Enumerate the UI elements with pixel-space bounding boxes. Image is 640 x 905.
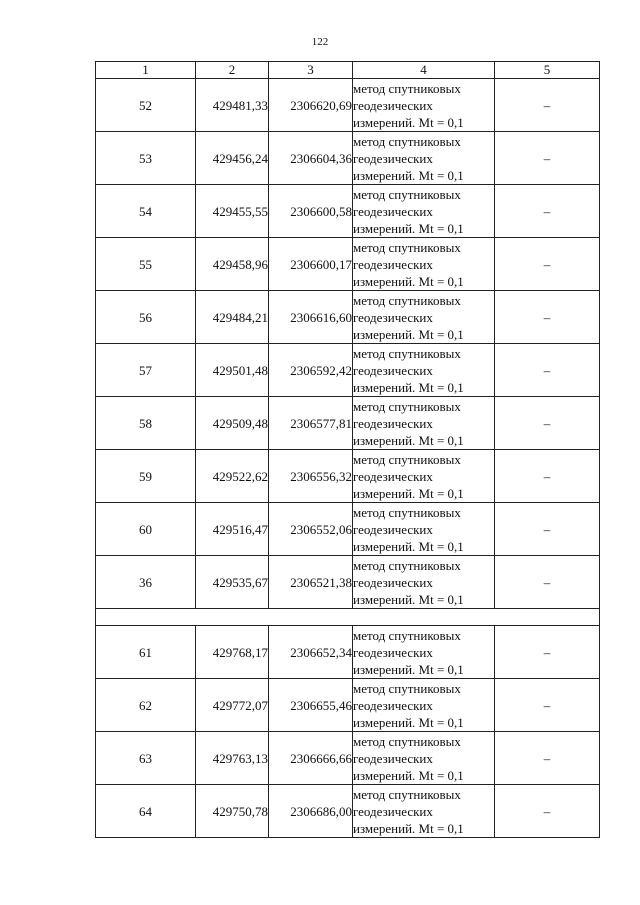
- y-coordinate-cell: 2306616,60: [269, 291, 353, 344]
- method-line: измерений. Mt = 0,1: [353, 273, 464, 289]
- table-row: [96, 785, 600, 838]
- method-line: геодезических: [353, 468, 433, 484]
- method-line: геодезических: [353, 574, 433, 590]
- x-coordinate-cell: 429772,07: [196, 679, 269, 732]
- method-line: геодезических: [353, 203, 433, 219]
- column-5-cell: –: [495, 344, 600, 397]
- method-line: измерений. Mt = 0,1: [353, 379, 464, 395]
- column-header-1: 1: [96, 62, 196, 79]
- method-cell: [353, 238, 495, 291]
- column-5-cell: –: [495, 397, 600, 450]
- y-coordinate-cell: 2306577,81: [269, 397, 353, 450]
- method-line: измерений. Mt = 0,1: [353, 485, 464, 501]
- page-number: 122: [311, 36, 329, 48]
- method-line: измерений. Mt = 0,1: [353, 167, 464, 183]
- table-row: [96, 556, 600, 609]
- method-line: метод спутниковых: [353, 504, 461, 520]
- column-5-cell: –: [495, 291, 600, 344]
- x-coordinate-cell: 429501,48: [196, 344, 269, 397]
- method-line: измерений. Mt = 0,1: [353, 326, 464, 342]
- method-cell: [353, 397, 495, 450]
- method-line: измерений. Mt = 0,1: [353, 714, 464, 730]
- column-5-cell: –: [495, 79, 600, 132]
- x-coordinate-cell: 429516,47: [196, 503, 269, 556]
- column-5-cell: –: [495, 785, 600, 838]
- method-line: метод спутниковых: [353, 451, 461, 467]
- point-number-cell: 61: [96, 626, 196, 679]
- method-line: измерений. Mt = 0,1: [353, 591, 464, 607]
- table-row: [96, 238, 600, 291]
- method-cell: [353, 450, 495, 503]
- column-5-cell: –: [495, 132, 600, 185]
- y-coordinate-cell: 2306600,58: [269, 185, 353, 238]
- column-header-5: 5: [495, 62, 600, 79]
- point-number-cell: 60: [96, 503, 196, 556]
- method-cell: [353, 732, 495, 785]
- method-line: геодезических: [353, 150, 433, 166]
- method-cell: [353, 132, 495, 185]
- x-coordinate-cell: 429458,96: [196, 238, 269, 291]
- method-cell: [353, 503, 495, 556]
- method-line: геодезических: [353, 803, 433, 819]
- method-line: геодезических: [353, 362, 433, 378]
- x-coordinate-cell: 429455,55: [196, 185, 269, 238]
- column-5-cell: –: [495, 238, 600, 291]
- method-cell: [353, 291, 495, 344]
- column-5-cell: –: [495, 732, 600, 785]
- method-line: измерений. Mt = 0,1: [353, 767, 464, 783]
- table-row: [96, 132, 600, 185]
- point-number-cell: 53: [96, 132, 196, 185]
- table-row: [96, 626, 600, 679]
- table-row: [96, 397, 600, 450]
- x-coordinate-cell: 429522,62: [196, 450, 269, 503]
- y-coordinate-cell: 2306552,06: [269, 503, 353, 556]
- y-coordinate-cell: 2306652,34: [269, 626, 353, 679]
- method-line: геодезических: [353, 750, 433, 766]
- x-coordinate-cell: 429456,24: [196, 132, 269, 185]
- method-line: метод спутниковых: [353, 557, 461, 573]
- method-line: геодезических: [353, 521, 433, 537]
- y-coordinate-cell: 2306686,00: [269, 785, 353, 838]
- table-row: [96, 450, 600, 503]
- y-coordinate-cell: 2306521,38: [269, 556, 353, 609]
- method-line: измерений. Mt = 0,1: [353, 820, 464, 836]
- column-5-cell: –: [495, 450, 600, 503]
- method-cell: [353, 556, 495, 609]
- y-coordinate-cell: 2306556,32: [269, 450, 353, 503]
- column-5-cell: –: [495, 503, 600, 556]
- method-line: метод спутниковых: [353, 786, 461, 802]
- table-row: [96, 503, 600, 556]
- point-number-cell: 52: [96, 79, 196, 132]
- method-line: метод спутниковых: [353, 345, 461, 361]
- method-cell: [353, 626, 495, 679]
- method-line: метод спутниковых: [353, 627, 461, 643]
- point-number-cell: 62: [96, 679, 196, 732]
- method-line: геодезических: [353, 697, 433, 713]
- column-5-cell: –: [495, 556, 600, 609]
- method-cell: [353, 344, 495, 397]
- y-coordinate-cell: 2306604,36: [269, 132, 353, 185]
- point-number-cell: 58: [96, 397, 196, 450]
- method-line: геодезических: [353, 256, 433, 272]
- separator-row: [96, 609, 600, 626]
- point-number-cell: 36: [96, 556, 196, 609]
- column-header-3: 3: [269, 62, 353, 79]
- method-line: метод спутниковых: [353, 133, 461, 149]
- x-coordinate-cell: 429768,17: [196, 626, 269, 679]
- method-line: метод спутниковых: [353, 80, 461, 96]
- method-line: метод спутниковых: [353, 292, 461, 308]
- x-coordinate-cell: 429763,13: [196, 732, 269, 785]
- y-coordinate-cell: 2306592,42: [269, 344, 353, 397]
- point-number-cell: 59: [96, 450, 196, 503]
- method-line: измерений. Mt = 0,1: [353, 661, 464, 677]
- method-line: измерений. Mt = 0,1: [353, 538, 464, 554]
- point-number-cell: 55: [96, 238, 196, 291]
- x-coordinate-cell: 429484,21: [196, 291, 269, 344]
- column-5-cell: –: [495, 626, 600, 679]
- method-line: метод спутниковых: [353, 733, 461, 749]
- y-coordinate-cell: 2306655,46: [269, 679, 353, 732]
- method-line: метод спутниковых: [353, 239, 461, 255]
- table-row: [96, 679, 600, 732]
- method-cell: [353, 79, 495, 132]
- table-row: [96, 344, 600, 397]
- point-number-cell: 63: [96, 732, 196, 785]
- point-number-cell: 64: [96, 785, 196, 838]
- x-coordinate-cell: 429509,48: [196, 397, 269, 450]
- coordinates-table: [95, 61, 600, 838]
- x-coordinate-cell: 429750,78: [196, 785, 269, 838]
- method-cell: [353, 785, 495, 838]
- y-coordinate-cell: 2306620,69: [269, 79, 353, 132]
- table-row: [96, 291, 600, 344]
- column-header-4: 4: [353, 62, 495, 79]
- column-5-cell: –: [495, 679, 600, 732]
- header-row: [96, 62, 600, 79]
- y-coordinate-cell: 2306600,17: [269, 238, 353, 291]
- method-line: измерений. Mt = 0,1: [353, 220, 464, 236]
- method-line: метод спутниковых: [353, 398, 461, 414]
- x-coordinate-cell: 429481,33: [196, 79, 269, 132]
- method-line: измерений. Mt = 0,1: [353, 114, 464, 130]
- method-cell: [353, 185, 495, 238]
- method-line: геодезических: [353, 415, 433, 431]
- point-number-cell: 56: [96, 291, 196, 344]
- method-line: метод спутниковых: [353, 186, 461, 202]
- table-row: [96, 79, 600, 132]
- method-line: геодезических: [353, 644, 433, 660]
- method-line: метод спутниковых: [353, 680, 461, 696]
- table-row: [96, 185, 600, 238]
- method-line: геодезических: [353, 97, 433, 113]
- separator-cell: [96, 609, 600, 626]
- method-line: геодезических: [353, 309, 433, 325]
- x-coordinate-cell: 429535,67: [196, 556, 269, 609]
- point-number-cell: 54: [96, 185, 196, 238]
- y-coordinate-cell: 2306666,66: [269, 732, 353, 785]
- column-header-2: 2: [196, 62, 269, 79]
- point-number-cell: 57: [96, 344, 196, 397]
- method-cell: [353, 679, 495, 732]
- method-line: измерений. Mt = 0,1: [353, 432, 464, 448]
- column-5-cell: –: [495, 185, 600, 238]
- table-row: [96, 732, 600, 785]
